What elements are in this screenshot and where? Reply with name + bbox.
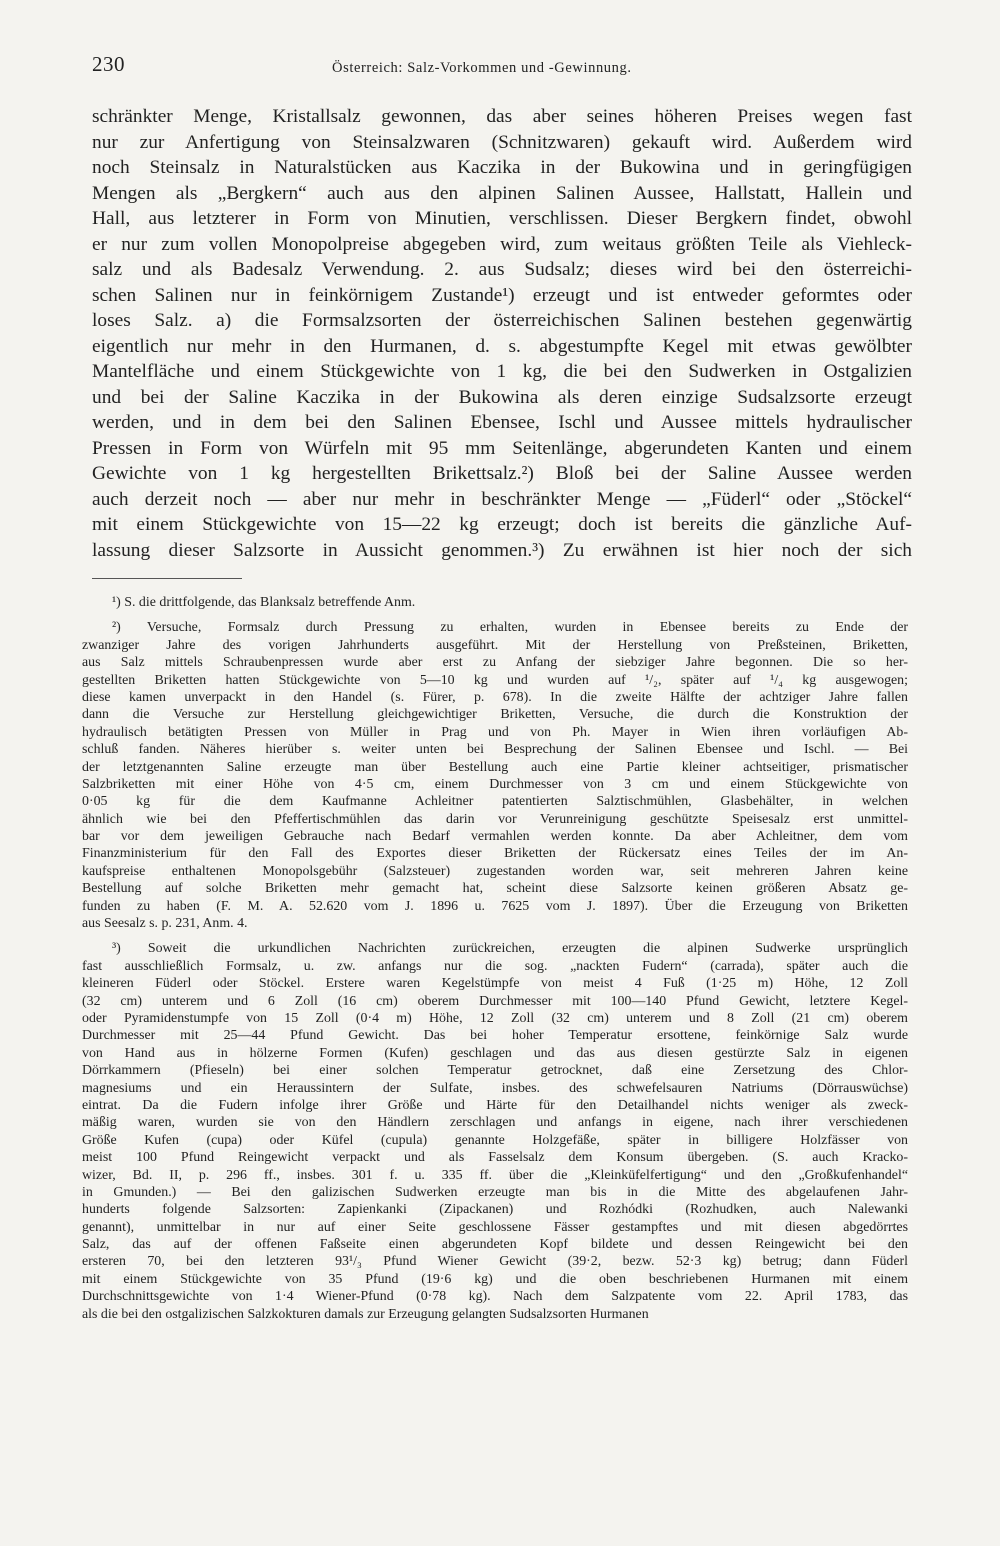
footnote: [82, 594, 908, 611]
footnote-line: ¹) S. die drittfolgende, das Blanksalz betreffende Anm.: [112, 595, 416, 610]
footnote-line: eintrat. Da die Fudern infolge ihrer Größe und Härte für den Detailhandel nichts weniger als zweck-: [82, 1097, 908, 1113]
footnote-line: mäßig waren, wurden sie von den Händlern zerschlagen und anfangs in eigene, nach ihrer verschiedenen: [82, 1115, 908, 1131]
footnote-line: zwanziger Jahre des vorigen Jahrhunderts ausgeführt. Mit der Herstellung von Preßsteinen, Briketten,: [82, 637, 908, 653]
footnote-line: bar vor dem jeweiligen Gebrauche nach Bedarf vermahlen werden konnte. Da aber Achleitner, dem vom: [82, 829, 908, 845]
footnote-line: Durchschnittsgewichte von 1·4 Wiener-Pfund (0·78 kg). Nach dem Salzpatente vom 22. April 1783, das: [82, 1289, 908, 1305]
body-line: er nur zum vollen Monopolpreise abgegeben wird, zum weitaus größten Teile als Viehleck-: [92, 233, 912, 255]
footnote-line: 0·05 kg für die dem Kaufmanne Achleitner patentierten Salztischmühlen, Glasbehälter, in welchen: [82, 794, 908, 810]
footnote-line: ³) Soweit die urkundlichen Nachrichten zurückreichen, erzeugten die alpinen Sudwerke ursprünglich: [112, 941, 908, 957]
body-line: und bei der Saline Kaczika in der Bukowina als deren einzige Sudsalzsorte erzeugt: [92, 386, 912, 408]
footnote-line: diese kamen unverpackt in den Handel (s. Fürer, p. 678). In die zweite Hälfte der achtziger Jahre fallen: [82, 689, 908, 705]
footnote-line: genannt), unmittelbar in nur auf einer Seite geschlossene Fässer gestampftes und mit diesen abgedörrtes: [82, 1219, 908, 1235]
body-line: Gewichte von 1 kg hergestellten Brikettsalz.²) Bloß bei der Saline Aussee werden: [92, 463, 912, 484]
footnote-line: fast ausschließlich Formsalz, u. zw. anfangs nur die sog. „nackten Fudern“ (carrada), später auch die: [82, 958, 908, 974]
footnote: [82, 619, 908, 932]
footnotes: [82, 594, 908, 1323]
running-head: Österreich: Salz-Vorkommen und -Gewinnung.: [332, 60, 632, 76]
footnote-gap: [82, 932, 908, 940]
footnote-line: in Gmunden.) — Bei den galizischen Sudwerken erzeugte man bis in die Mitte des abgelaufenen Jahr-: [82, 1184, 908, 1200]
footnote-line: hunderts folgende Salzsorten: Zapienkanki (Zipackanen) und Rozhódki (Rozhudken, auch Nalewanki: [82, 1202, 908, 1218]
footnote-line: Salz, das auf der offenen Faßseite einen abgerundeten Kopf bildete und dessen Reingewicht bei den: [82, 1237, 908, 1253]
body-line: noch Steinsalz in Naturalstücken aus Kaczika in der Bukowina und in geringfügigen: [92, 157, 912, 178]
body-line: Hall, aus letzterer in Form von Minutien, verschlissen. Dieser Bergkern findet, obwohl: [92, 208, 912, 229]
footnote-line: oder Pyramidenstumpfe von 15 Zoll (0·4 m) Höhe, 12 Zoll (32 cm) unterem und 8 Zoll (21 cm) oberem: [82, 1010, 908, 1026]
body-line: eigentlich nur mehr in den Hurmanen, d. s. abgestumpfte Kegel mit etwas gewölbter: [92, 335, 912, 357]
footnote-line: Dörrkammern (Pfieseln) bei einer solchen Temperatur getrocknet, daß eine Zersetzung des Chlor-: [82, 1063, 908, 1079]
footnote-line: (32 cm) unterem und 6 Zoll (16 cm) oberem Durchmesser mit 100—140 Pfund Gewicht, letztere Kegel-: [82, 993, 908, 1009]
footnote-line: magnesiums und ein Heraussintern der Sulfate, insbes. des schwefelsauren Natriums (Dörrauswüchse): [82, 1080, 908, 1096]
body-line: salz und als Badesalz Verwendung. 2. aus Sudsalz; dieses wird bei den österreichi-: [92, 259, 912, 280]
footnote-gap: [82, 611, 908, 619]
footnote-line: mit einem Stückgewichte von 35 Pfund (19·6 kg) und die oben beschriebenen Hurmanen mit einem: [82, 1271, 908, 1287]
footnote-line: von Hand aus in hölzerne Formen (Kufen) geschlagen und das aus diesen gestürzte Salz in eigenen: [82, 1045, 908, 1061]
footnote-line: aus Seesalz s. p. 231, Anm. 4.: [82, 916, 248, 932]
footnote-divider: [92, 578, 242, 579]
body-text: [92, 104, 912, 563]
footnote-line: der letztgenannten Saline erzeugte man über Bestellung auch eine Partie kleiner achtseitiger, prismatischer: [82, 759, 908, 775]
footnote-line: kleineren Füderl oder Stöckel. Erstere waren Kegelstümpfe von meist 4 Fuß (1·25 m) Höhe, 12 Zoll: [82, 976, 908, 992]
footnote-line: schluß fanden. Näheres hierüber s. weiter unten bei Besprechung der Salinen Ebensee und Ischl. — Bei: [82, 742, 908, 758]
body-line: Mengen als „Bergkern“ auch aus den alpinen Salinen Aussee, Hallstatt, Hallein und: [92, 182, 912, 204]
footnote-line: funden zu haben (F. M. A. 52.620 vom J. 1896 u. 7625 vom J. 1897). Über die Erzeugung von Briketten: [82, 898, 908, 914]
page-number: 230: [92, 52, 125, 76]
footnote-line: ähnlich wie bei den Pfeffertischmühlen das darin vor Verunreinigung geschützte Speisesalz erst unmittel-: [82, 811, 908, 827]
footnote-line: als die bei den ostgalizischen Salzkokturen damals zur Erzeugung gelangten Sudsalzsorten Hurmanen: [82, 1306, 649, 1322]
footnote-line: wizer, Bd. II, p. 296 ff., insbes. 301 f. u. 335 ff. über die „Kleinküfelfertigung“ und den „Großkufenhandel“: [82, 1167, 908, 1183]
footnote-line: ²) Versuche, Formsalz durch Pressung zu erhalten, wurden in Ebensee bereits zu Ende der: [112, 620, 908, 636]
body-line: schen Salinen nur in feinkörnigem Zustande¹) erzeugt und ist entweder geformtes oder: [92, 284, 912, 306]
footnote-line: Größe Kufen (cupa) oder Küfel (cupula) genannte Holzgefäße, später in billigere Holzfässer von: [82, 1132, 908, 1148]
body-line: mit einem Stückgewichte von 15—22 kg erzeugt; doch ist bereits die gänzliche Auf-: [92, 514, 912, 535]
body-line: Mantelfläche und einem Stückgewichte von 1 kg, die bei den Sudwerken in Ostgalizien: [92, 361, 912, 382]
footnote: [82, 940, 908, 1323]
body-line: werden, und in dem bei den Salinen Ebensee, Ischl und Aussee mittels hydraulischer: [92, 412, 912, 433]
footnote-line: meist 100 Pfund Reingewicht verpackt und als Fasselsalz dem Konsum übergeben. (S. auch Kracko-: [82, 1150, 908, 1166]
footnote-line: Finanzministerium für den Fall des Exportes dieser Briketten der Rückersatz eines Teiles der im An-: [82, 846, 908, 862]
page-header: [92, 52, 910, 82]
footnote-line: hydraulisch betätigten Pressen von Müller in Prag und von Ph. Mayer in Wien ihren vorläufigen Ab-: [82, 724, 908, 740]
footnote-line: aus Salz mittels Schraubenpressen wurde aber erst zu Anfang der siebziger Jahre begonnen. Die so her-: [82, 655, 908, 671]
body-line: loses Salz. a) die Formsalzsorten der österreichischen Salinen bestehen gegenwärtig: [92, 310, 912, 331]
footnote-line: kaufspreise enthaltenen Monopolsgebühr (Salzsteuer) zugestanden worden war, seit mehreren Jahren keine: [82, 863, 908, 879]
body-line: auch derzeit noch — aber nur mehr in beschränkter Menge — „Füderl“ oder „Stöckel“: [92, 488, 912, 510]
footnote-line: ersteren 70, bei den letzteren 93¹/₃ Pfund Wiener Gewicht (39·2, bezw. 52·3 kg) betrug; dann Füderl: [82, 1254, 908, 1270]
body-line: Pressen in Form von Würfeln mit 95 mm Seitenlänge, abgerundeten Kanten und einem: [92, 437, 912, 459]
footnote-line: Durchmesser mit 25—44 Pfund Gewicht. Das bei hoher Temperatur ersottene, feinkörnige Salz wurde: [82, 1028, 908, 1044]
body-line: schränkter Menge, Kristallsalz gewonnen, das aber seines höheren Preises wegen fast: [92, 106, 912, 127]
footnote-line: Salzbriketten mit einer Höhe von 4·5 cm, einem Durchmesser von 3 cm und einem Stückgewichte von: [82, 776, 908, 792]
body-line: lassung dieser Salzsorte in Aussicht genommen.³) Zu erwähnen ist hier noch der sich: [92, 539, 912, 561]
footnote-line: dann die Versuche zur Herstellung gleichgewichtiger Briketten, Versuche, die durch die Konstruktion der: [82, 707, 908, 723]
footnote-line: gestellten Briketten hatten Stückgewichte von 5—10 kg und wurden auf ¹/₂, später auf ¹/₄ kg ausgewogen;: [82, 672, 908, 688]
body-line: nur zur Anfertigung von Steinsalzwaren (Schnitzwaren) gekauft wird. Außerdem wird: [92, 131, 912, 153]
footnote-line: Bestellung auf solche Briketten mehr gemacht hat, scheint diese Salzsorte keinen größeren Absatz ge-: [82, 881, 908, 897]
